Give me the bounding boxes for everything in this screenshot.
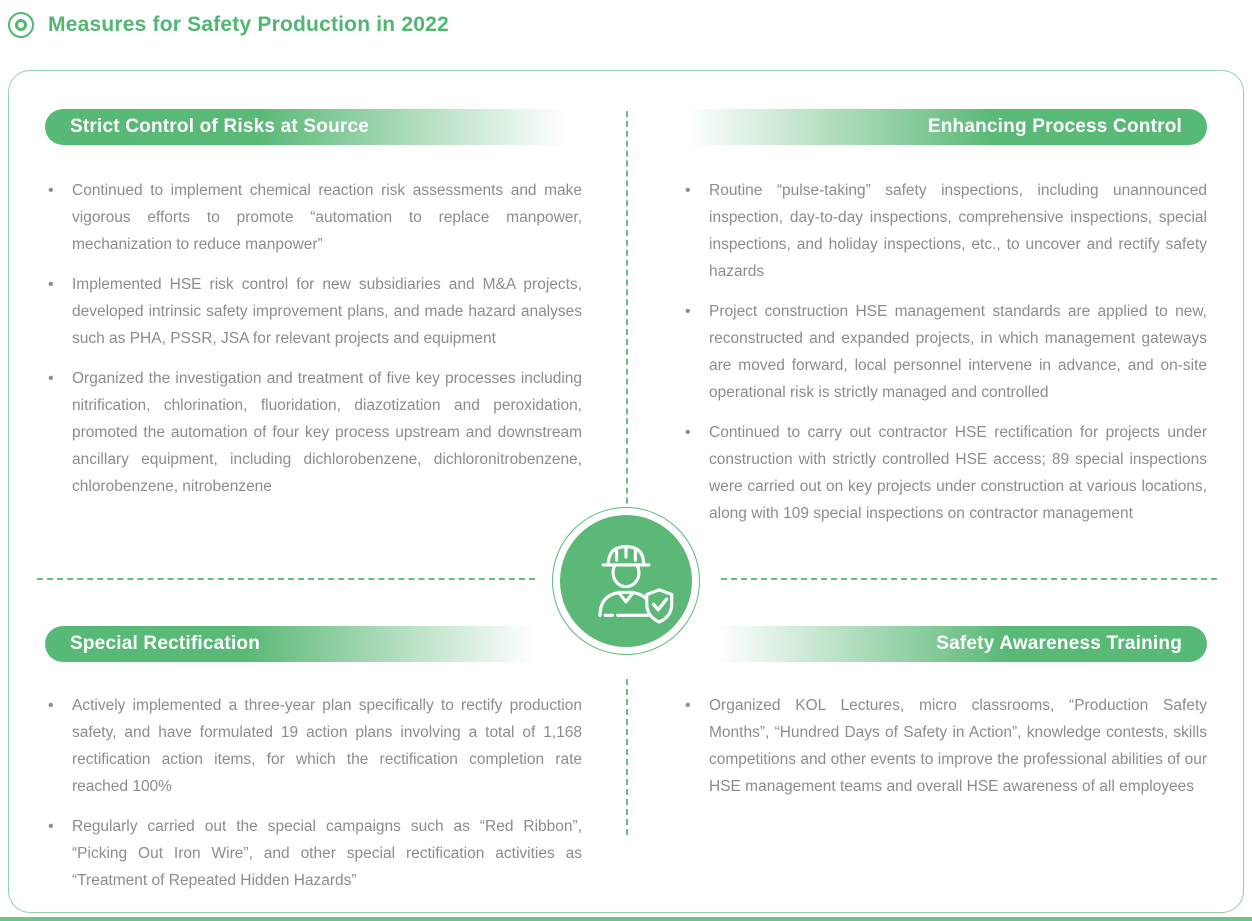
section-title-safety-awareness-training: Safety Awareness Training xyxy=(702,626,1207,662)
page-bottom-accent-strip xyxy=(0,917,1252,921)
center-medallion xyxy=(552,507,700,655)
section-title-strict-control: Strict Control of Risks at Source xyxy=(45,109,582,145)
list-item: • Routine “pulse-taking” safety inspections, including unannounced inspection, day-to-day inspections, comprehensive inspections, special inspections, and holiday inspections, etc., to uncover and rectify safety hazards xyxy=(682,177,1207,285)
section-special-rectification xyxy=(45,626,582,907)
section-title-enhancing-process-control: Enhancing Process Control xyxy=(670,109,1207,145)
list-item: • Organized the investigation and treatment of five key processes including nitrification, chlorination, fluoridation, diazotization and peroxidation, promoted the automation of four key process upstream and downstream ancillary equipment, including dichlorobenzene, dichloronitrobenzene, chlorobenzene, nitrobenzene xyxy=(45,365,582,500)
section-enhancing-process-control xyxy=(670,109,1207,626)
bullseye-icon xyxy=(8,12,34,38)
bullet-list xyxy=(682,692,1207,800)
horizontal-dashed-divider-left xyxy=(37,578,535,580)
list-item: • Implemented HSE risk control for new subsidiaries and M&A projects, developed intrinsic safety improvement plans, and made hazard analyses such as PHA, PSSR, JSA for relevant projects and equipment xyxy=(45,271,582,352)
list-item: • Actively implemented a three-year plan specifically to rectify production safety, and have formulated 19 action plans involving a total of 1,168 rectification action items, for which the rectification completion rate reached 100% xyxy=(45,692,582,800)
section-strict-control xyxy=(45,109,582,626)
bullet-list xyxy=(45,692,582,894)
vertical-dashed-divider-top xyxy=(626,111,628,563)
safety-measures-panel xyxy=(8,70,1244,913)
bullet-list xyxy=(45,177,582,500)
page-title: Measures for Safety Production in 2022 xyxy=(48,13,449,36)
bullet-list xyxy=(682,177,1207,527)
horizontal-dashed-divider-right xyxy=(721,578,1217,580)
list-item: • Regularly carried out the special campaigns such as “Red Ribbon”, “Picking Out Iron Wire”, and other special rectification activities as “Treatment of Repeated Hidden Hazards” xyxy=(45,813,582,894)
list-item: • Organized KOL Lectures, micro classrooms, “Production Safety Months”, “Hundred Days of Safety in Action”, knowledge contests, skills competitions and other events to improve the professional abilities of our HSE management teams and overall HSE awareness of all employees xyxy=(682,692,1207,800)
page-header xyxy=(8,12,449,38)
list-item: • Continued to implement chemical reaction risk assessments and make vigorous efforts to promote “automation to replace manpower, mechanization to reduce manpower” xyxy=(45,177,582,258)
section-title-special-rectification: Special Rectification xyxy=(45,626,550,662)
vertical-dashed-divider-bottom xyxy=(626,679,628,835)
section-safety-awareness-training xyxy=(670,626,1207,907)
list-item: • Continued to carry out contractor HSE rectification for projects under construction with strictly controlled HSE access; 89 special inspections were carried out on key projects under construction at various locations, along with 109 special inspections on contractor management xyxy=(682,419,1207,527)
worker-with-helmet-and-shield-icon xyxy=(560,515,692,647)
list-item: • Project construction HSE management standards are applied to new, reconstructed and expanded projects, in which management gateways are moved forward, local personnel intervene in advance, and on-site operational risk is strictly managed and controlled xyxy=(682,298,1207,406)
